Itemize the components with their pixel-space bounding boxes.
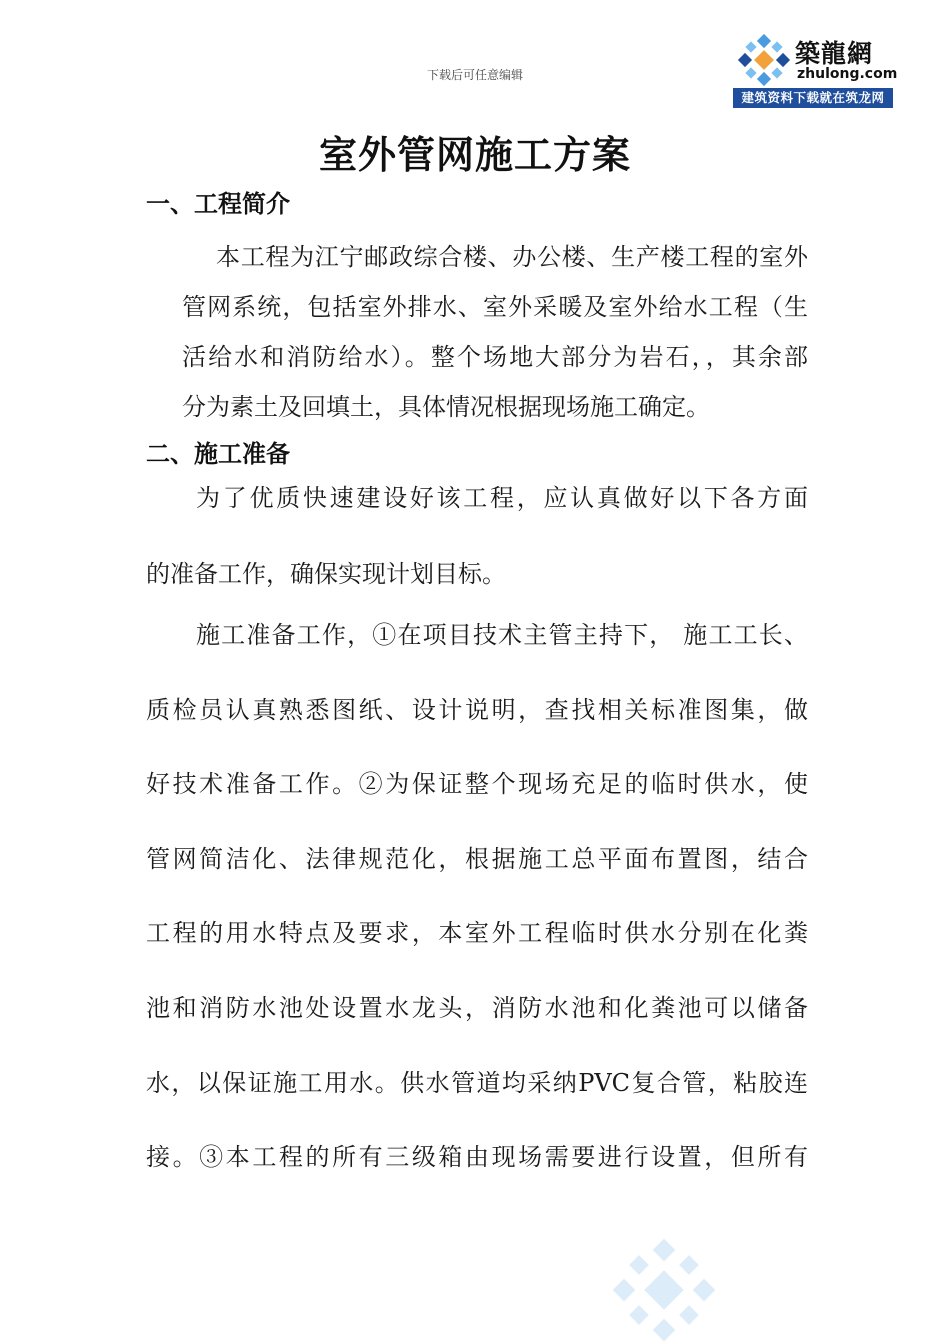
- zhulong-logo: [733, 30, 898, 108]
- text-line: 活给水和消防给水）。整个场地大部分为岩石，，其余部: [182, 343, 808, 371]
- section-overview-body: [146, 232, 808, 432]
- section-heading-overview: 一、工程简介: [146, 190, 290, 218]
- text-line: 为了优质快速建设好该工程，应认真做好以下各方面: [196, 484, 808, 512]
- document-title: 室外管网施工方案: [318, 133, 631, 177]
- text-line: 好技术准备工作。②为保证整个现场充足的临时供水，使: [146, 770, 808, 799]
- section-preparation-body: [146, 598, 808, 1195]
- text-line: 本工程为江宁邮政综合楼、办公楼、生产楼工程的室外: [216, 243, 808, 271]
- text-line: 池和消防水池处设置水龙头，消防水池和化粪池可以储备: [146, 993, 808, 1022]
- text-line: 水，以保证施工用水。供水管道均采纳PVC复合管，粘胶连: [146, 1068, 808, 1097]
- logo-name-cn: 築龍網: [795, 39, 874, 68]
- text-line: 管网简洁化、法律规范化，根据施工总平面布置图，结合: [146, 844, 808, 873]
- text-line: 工程的用水特点及要求，本室外工程临时供水分别在化粪: [146, 919, 808, 948]
- watermark-snowflake-icon: [612, 1238, 716, 1342]
- header-note: 下载后可任意编辑: [426, 68, 523, 82]
- text-line: 管网系统，包括室外排水、室外采暖及室外给水工程（生: [182, 293, 808, 321]
- text-line: 的准备工作，确保实现计划目标。: [146, 560, 506, 588]
- logo-top: [733, 30, 898, 88]
- section-heading-preparation: 二、施工准备: [146, 440, 290, 468]
- snowflake-logo-icon: [737, 34, 791, 86]
- section-preparation-intro: [146, 460, 808, 612]
- logo-domain: zhulong.com: [797, 66, 898, 82]
- text-line: 质检员认真熟悉图纸、设计说明，查找相关标准图集，做: [146, 695, 808, 724]
- logo-slogan: 建筑资料下载就在筑龙网: [733, 88, 893, 108]
- text-line: 施工准备工作，①在项目技术主管主持下， 施工工长、: [196, 621, 808, 649]
- text-line: 接。③本工程的所有三级箱由现场需要进行设置，但所有: [146, 1143, 808, 1172]
- text-line: 分为素土及回填土，具体情况根据现场施工确定。: [182, 393, 710, 421]
